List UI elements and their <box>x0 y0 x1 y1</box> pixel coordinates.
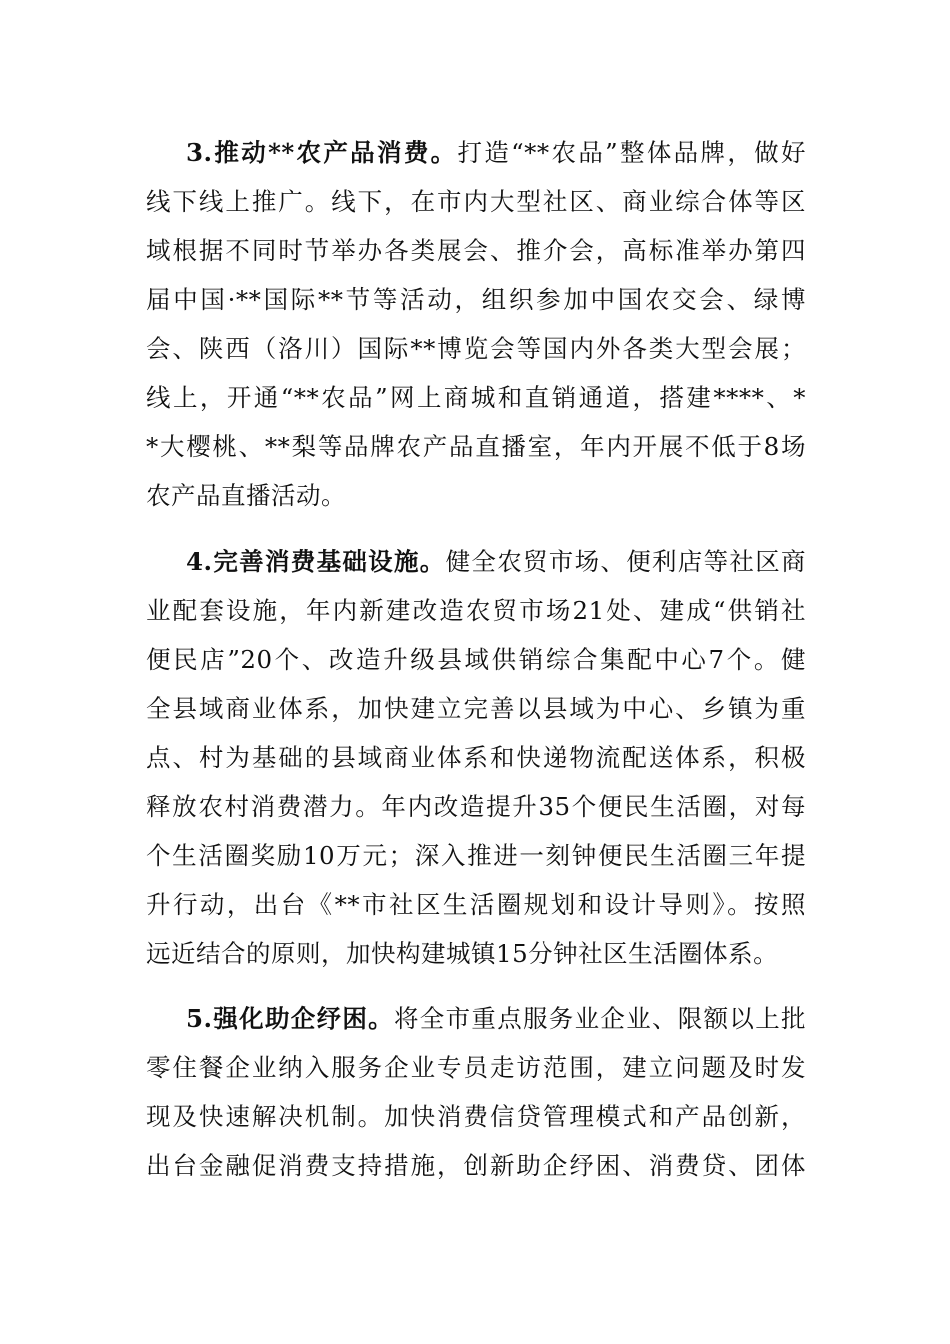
paragraph-text: 健全农贸市场、便利店等社区商 <box>445 547 807 576</box>
text-line: 升行动，出台《**市社区生活圈规划和设计导则》。按照 <box>146 890 806 919</box>
paragraph-heading: 3.推动**农产品消费。 <box>186 138 458 167</box>
paragraph-heading: 5.强化助企纾困。 <box>186 1004 394 1033</box>
text-line: 线下线上推广。线下，在市内大型社区、商业综合体等区 <box>146 187 806 216</box>
text-line: 会、陕西（洛川）国际**博览会等国内外各类大型会展； <box>146 334 806 363</box>
text-line <box>186 538 806 586</box>
paragraph-heading: 4.完善消费基础设施。 <box>186 547 446 576</box>
text-line: 届中国·**国际**节等活动，组织参加中国农交会、绿博 <box>146 285 806 314</box>
text-line: 点、村为基础的县域商业体系和快递物流配送体系，积极 <box>146 743 806 772</box>
text-line: 全县域商业体系，加快建立完善以县域为中心、乡镇为重 <box>146 694 806 723</box>
text-line: 零住餐企业纳入服务企业专员走访范围，建立问题及时发 <box>146 1053 806 1082</box>
paragraph-text: 将全市重点服务业企业、限额以上批 <box>393 1004 806 1033</box>
text-line: 现及快速解决机制。加快消费信贷管理模式和产品创新， <box>146 1102 806 1131</box>
text-line <box>186 129 806 177</box>
text-line: 业配套设施，年内新建改造农贸市场21处、建成“供销社 <box>146 596 806 625</box>
text-line: 出台金融促消费支持措施，创新助企纾困、消费贷、团体 <box>146 1151 806 1180</box>
text-line: 线上，开通“**农品”网上商城和直销通道，搭建****、* <box>146 383 806 412</box>
text-line: 释放农村消费潜力。年内改造提升35个便民生活圈，对每 <box>146 792 806 821</box>
text-line: 农产品直播活动。 <box>146 481 346 510</box>
text-line: 便民店”20个、改造升级县域供销综合集配中心7个。健 <box>146 645 806 674</box>
text-line: 个生活圈奖励10万元；深入推进一刻钟便民生活圈三年提 <box>146 841 806 870</box>
text-line: *大樱桃、**梨等品牌农产品直播室，年内开展不低于8场 <box>146 432 806 461</box>
text-line: 域根据不同时节举办各类展会、推介会，高标准举办第四 <box>146 236 806 265</box>
text-line <box>186 995 806 1043</box>
text-line: 远近结合的原则，加快构建城镇15分钟社区生活圈体系。 <box>146 939 779 968</box>
paragraph-text: 打造“**农品”整体品牌，做好 <box>457 138 806 167</box>
